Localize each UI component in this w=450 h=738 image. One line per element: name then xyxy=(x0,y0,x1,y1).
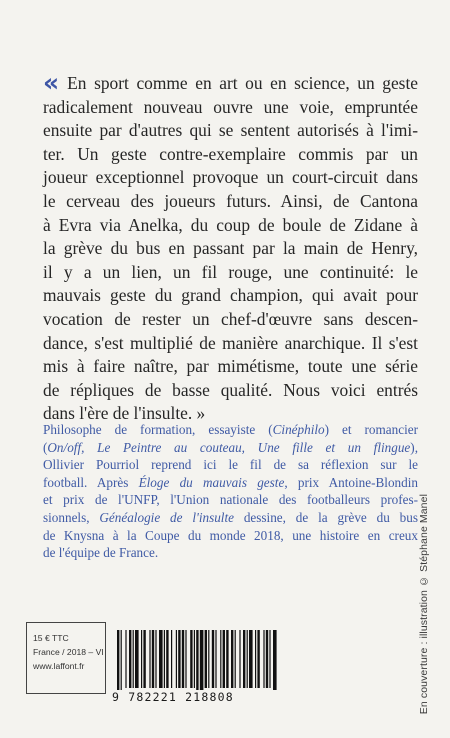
barcode-bar xyxy=(231,630,233,688)
quote-line: radicalement nouveau ouvre une voie, empruntée xyxy=(43,96,418,117)
price-box xyxy=(26,622,106,694)
isbn-number: 9 782221 218808 xyxy=(112,690,282,704)
blurb-line: Philosophe de formation, essayiste (Cinéphilo) et romancier xyxy=(43,422,418,437)
publisher-website: www.laffont.fr xyxy=(33,661,85,671)
blurb-line: sionnels, Généalogie de l'insulte dessine, de la grève du bus xyxy=(43,509,418,525)
barcode-bar xyxy=(185,630,186,688)
barcode-bar xyxy=(266,630,268,688)
quote-line: « En sport comme en art ou en science, un geste xyxy=(43,68,418,97)
quote-line: vocation de rester un chef-d'œuvre sans descen- xyxy=(43,308,418,329)
barcode-bar xyxy=(155,630,156,688)
barcode-bar xyxy=(141,630,142,688)
barcode-bar xyxy=(208,630,209,688)
blurb-line: Ollivier Pourriol reprend ici le fil de sa réflexion sur le xyxy=(43,457,418,473)
barcode-bar xyxy=(159,630,163,688)
price: 15 € TTC xyxy=(33,633,69,643)
barcode-bar xyxy=(247,630,248,688)
barcode-bar xyxy=(215,630,216,688)
author-blurb xyxy=(43,421,418,562)
barcode-bar xyxy=(273,630,277,694)
quote-line: la grève du bus en passant par la main de Henry, xyxy=(43,238,418,259)
barcode-bar xyxy=(171,630,172,688)
barcode-bar xyxy=(257,630,259,688)
quote-line: joueur exceptionnel provoque un court-circuit dans xyxy=(43,167,418,188)
barcode-bar xyxy=(269,630,270,688)
barcode-bar xyxy=(243,630,245,688)
barcode-bar xyxy=(152,630,154,688)
barcode-bar xyxy=(226,630,228,688)
cover-credit: En couverture : illustration © Stéphane Manel xyxy=(418,493,430,714)
barcode-bar xyxy=(143,630,145,688)
quote-line: mauvais geste du grand champion, qui avait pour xyxy=(43,285,418,306)
edition-info: France / 2018 – VI xyxy=(33,647,104,657)
barcode-bar xyxy=(135,630,139,688)
quote-line: dance, s'est multiplié de manière anarchique. Il s'est xyxy=(43,332,418,353)
barcode-bar xyxy=(196,630,198,694)
barcode-bar xyxy=(129,630,131,688)
barcode-bar xyxy=(133,630,134,688)
quote-line: le cerveau des joueurs futurs. Ainsi, de Cantona xyxy=(43,190,418,211)
barcode-bar xyxy=(194,630,195,688)
barcode-bar xyxy=(249,630,253,688)
barcode-bar xyxy=(220,630,221,688)
quote-line: ensuite par d'autres qui se sentent autorisés à l'imi- xyxy=(43,120,418,141)
quote-line: ter. Un geste contre-exemplaire commis par un xyxy=(43,143,418,164)
quote-line: à Evra via Anelka, du coup de boule de Zidane à xyxy=(43,214,418,235)
blurb-line: de l'équipe de France. xyxy=(43,545,159,561)
barcode-bar xyxy=(239,630,240,688)
barcode-bar xyxy=(176,630,177,688)
blurb-line: (On/off, Le Peintre au couteau, Une fille et un flingue), xyxy=(43,439,418,455)
blurb-line: football. Après Éloge du mauvais geste, prix Antoine-Blondin xyxy=(43,474,418,490)
quote-line: de répliques de basse qualité. Nous voici entrés xyxy=(43,379,418,400)
barcode-bar xyxy=(200,630,204,694)
barcode-bar xyxy=(235,630,236,688)
barcode-bar xyxy=(125,630,126,688)
quote-line: mis à faire naître, par mimétisme, toute une série xyxy=(43,356,418,377)
barcode-bar xyxy=(117,630,119,694)
back-cover-quote xyxy=(43,68,418,426)
barcode-bar xyxy=(223,630,225,688)
blurb-line: de Knysna à la Coupe du monde 2018, une histoire en creux xyxy=(43,527,418,543)
quote-line: il y a un lien, un fil rouge, une continuité: le xyxy=(43,261,418,282)
barcode-bar xyxy=(149,630,150,688)
quote-line: dans l'ère de l'insulte. » xyxy=(43,403,206,424)
barcode-bar xyxy=(190,630,192,688)
barcode-bar xyxy=(255,630,256,688)
barcode-bar xyxy=(164,630,165,688)
barcode-bar xyxy=(182,630,184,688)
barcode-bar xyxy=(263,630,264,688)
barcode-bar xyxy=(178,630,180,688)
barcode-bar xyxy=(205,630,207,688)
blurb-line: et prix de l'UNFP, l'Union nationale des footballeurs profes- xyxy=(43,492,418,508)
barcode-bar xyxy=(212,630,214,688)
barcode-bar xyxy=(121,630,122,694)
barcode-bars-icon xyxy=(115,630,279,694)
barcode-bar xyxy=(166,630,168,688)
open-quote-mark-icon: « xyxy=(43,68,60,97)
